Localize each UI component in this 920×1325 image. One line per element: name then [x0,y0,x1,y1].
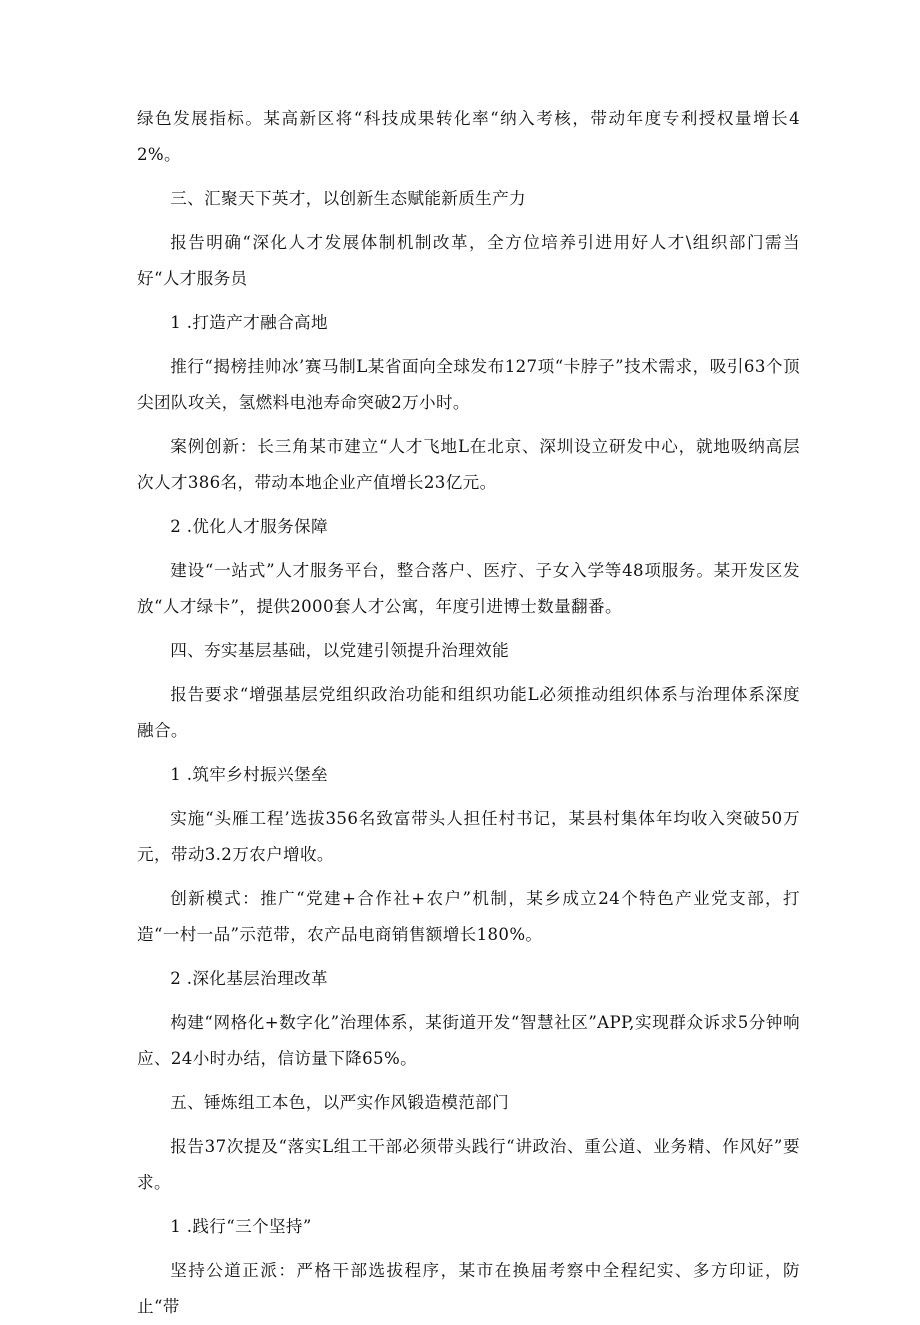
paragraph-4-1-b: 创新模式：推广“党建+合作社+农户”机制，某乡成立24个特色产业党支部，打造“一村一品”示范带，农产品电商销售额增长180%。 [137,889,800,944]
paragraph-talent-reform: 报告明确“深化人才发展体制机制改革，全方位培养引进用好人才\组织部门需当好“人才服务员 [137,233,800,288]
subheading-4-1: 1 .筑牢乡村振兴堡垒 [170,765,328,784]
paragraph-5-1-a: 坚持公道正派：严格干部选拔程序，某市在换届考察中全程纪实、多方印证，防止“带 [137,1261,800,1316]
paragraph-cadre-requirement: 报告37次提及“落实L组工干部必须带头践行“讲政治、重公道、业务精、作风好”要求。 [137,1137,800,1192]
subheading-3-2: 2 .优化人才服务保障 [170,517,328,536]
section-heading-3: 三、汇聚天下英才，以创新生态赋能新质生产力 [170,189,527,208]
paragraph-green-development: 绿色发展指标。某高新区将“科技成果转化率“纳入考核，带动年度专利授权量增长42%。 [137,109,800,164]
paragraph-4-1-a: 实施“头雁工程’选拔356名致富带头人担任村书记，某县村集体年均收入突破50万元，带动3.2万农户增收。 [137,809,800,864]
subheading-4-2: 2 .深化基层治理改革 [170,969,328,988]
subheading-5-1: 1 .践行“三个坚持” [170,1217,312,1236]
paragraph-4-2-a: 构建“网格化+数字化”治理体系，某街道开发“智慧社区”APP,实现群众诉求5分钟响应、24小时办结，信访量下降65%。 [137,1013,800,1068]
section-heading-5: 五、锤炼组工本色，以严实作风锻造模范部门 [170,1093,510,1112]
paragraph-3-1-a: 推行“揭榜挂帅冰’赛马制L某省面向全球发布127项“卡脖子”技术需求，吸引63个顶尖团队攻关，氢燃料电池寿命突破2万小时。 [137,357,800,412]
section-heading-4: 四、夯实基层基础，以党建引领提升治理效能 [170,641,510,660]
paragraph-grassroots-requirement: 报告要求“增强基层党组织政治功能和组织功能L必须推动组织体系与治理体系深度融合。 [137,685,800,740]
paragraph-3-1-b: 案例创新：长三角某市建立“人才飞地L在北京、深圳设立研发中心，就地吸纳高层次人才386名，带动本地企业产值增长23亿元。 [137,437,800,492]
paragraph-3-2-a: 建设“一站式”人才服务平台，整合落户、医疗、子女入学等48项服务。某开发区发放“人才绿卡”，提供2000套人才公寓，年度引进博士数量翻番。 [137,561,800,616]
subheading-3-1: 1 .打造产才融合高地 [170,313,328,332]
